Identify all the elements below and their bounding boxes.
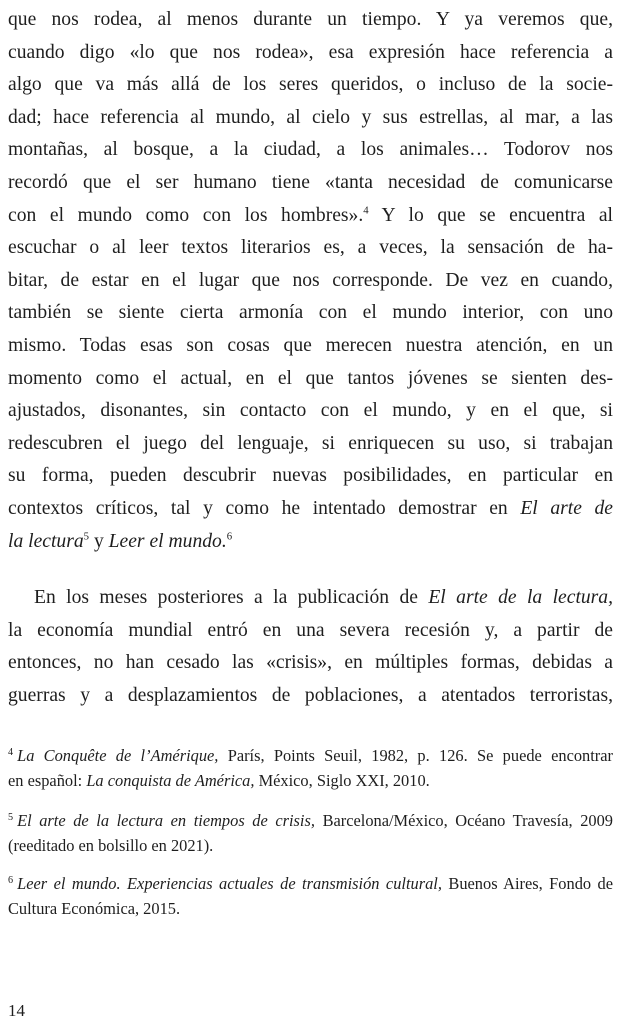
footnote-title: El arte de la lectura en tiempos de crisis, — [17, 811, 315, 830]
footnote-text: en español: — [8, 771, 83, 790]
footnote-text: París, Points Seuil, 1982, p. 126. Se puede encontrar — [227, 746, 613, 765]
text-segment: En los meses posteriores a la publicación de — [34, 587, 418, 608]
text-line: ajustados, disonantes, sin contacto con el mundo, y en el que, si — [8, 400, 613, 422]
footnote-text: Barcelona/México, Océano Travesía, 2009 — [322, 811, 613, 830]
text-line — [8, 200, 613, 233]
footnote-line — [8, 743, 613, 768]
footnote-number: 4 — [8, 746, 14, 758]
footnote-number: 5 — [8, 811, 14, 823]
footnote-title: La conquista de América, — [86, 771, 255, 790]
text-line: su forma, pueden descubrir nuevas posibilidades, en particular en — [8, 465, 613, 487]
book-title: Leer el mundo. — [108, 530, 227, 552]
text-line: la economía mundial entró en una severa recesión y, a partir de — [8, 619, 613, 641]
text-segment: con el mundo como con los hombres». — [8, 204, 364, 226]
footnote-text: Buenos Aires, Fondo de — [448, 874, 614, 893]
text-line — [8, 526, 613, 559]
footnote-number: 6 — [8, 874, 14, 886]
footnote-ref-6: 6 — [226, 529, 233, 542]
footnote-ref-4: 4 — [363, 204, 369, 217]
footnote-line: (reeditado en bolsillo en 2021). — [8, 836, 214, 855]
text-line: redescubren el juego del lenguaje, si enriquecen su uso, si trabajan — [8, 432, 613, 454]
book-title: la lectura — [8, 530, 84, 552]
footnote-text: México, Siglo XXI, 2010. — [258, 771, 430, 790]
text-line: guerras y a desplazamientos de poblaciones, a atentados terroristas, — [8, 684, 613, 706]
text-line — [8, 493, 613, 526]
footnote-5 — [8, 808, 613, 858]
text-line: momento como el actual, en el que tantos jóvenes se sienten des- — [8, 367, 613, 389]
text-line: también se siente cierta armonía con el mundo interior, con uno — [8, 302, 613, 324]
text-segment: contextos críticos, tal y como he intentado demostrar en — [8, 497, 508, 519]
text-line: algo que va más allá de los seres queridos, o incluso de la socie- — [8, 74, 613, 96]
text-line: mismo. Todas esas son cosas que merecen nuestra atención, en un — [8, 334, 613, 356]
text-line: dad; hace referencia al mundo, al cielo y sus estrellas, al mar, a las — [8, 106, 613, 128]
book-title: El arte de — [520, 497, 613, 519]
text-segment: Y lo que se encuentra al — [381, 204, 613, 226]
footnote-4 — [8, 743, 613, 793]
footnote-line — [8, 871, 613, 896]
body-paragraph-1 — [8, 4, 613, 558]
book-title: El arte de la lectura, — [428, 587, 614, 608]
footnote-title: La Conquête de l’Amérique, — [17, 746, 219, 765]
body-paragraph-2 — [8, 582, 613, 712]
text-line: bitar, de estar en el lugar que nos corresponde. De vez en cuando, — [8, 269, 613, 291]
footnote-ref-5: 5 — [83, 529, 90, 542]
footnote-line — [8, 808, 613, 833]
footnote-line: Cultura Económica, 2015. — [8, 899, 181, 918]
text-line: montañas, al bosque, a la ciudad, a los animales… Todorov nos — [8, 139, 613, 161]
footnote-line — [8, 768, 613, 793]
text-line — [8, 582, 613, 615]
text-line: entonces, no han cesado las «crisis», en múltiples formas, debidas a — [8, 652, 613, 674]
text-line: cuando digo «lo que nos rodea», esa expresión hace referencia a — [8, 41, 613, 63]
footnote-title: Leer el mundo. Experiencias actuales de transmisión cultural, — [17, 874, 442, 893]
text-line: escuchar o al leer textos literarios es, a veces, la sensación de ha- — [8, 237, 613, 259]
text-segment: y — [93, 530, 104, 552]
footnote-6 — [8, 871, 613, 921]
page-number: 14 — [8, 1001, 25, 1020]
text-line: que nos rodea, al menos durante un tiempo. Y ya veremos que, — [8, 9, 613, 30]
text-line: recordó que el ser humano tiene «tanta necesidad de comunicarse — [8, 171, 613, 193]
